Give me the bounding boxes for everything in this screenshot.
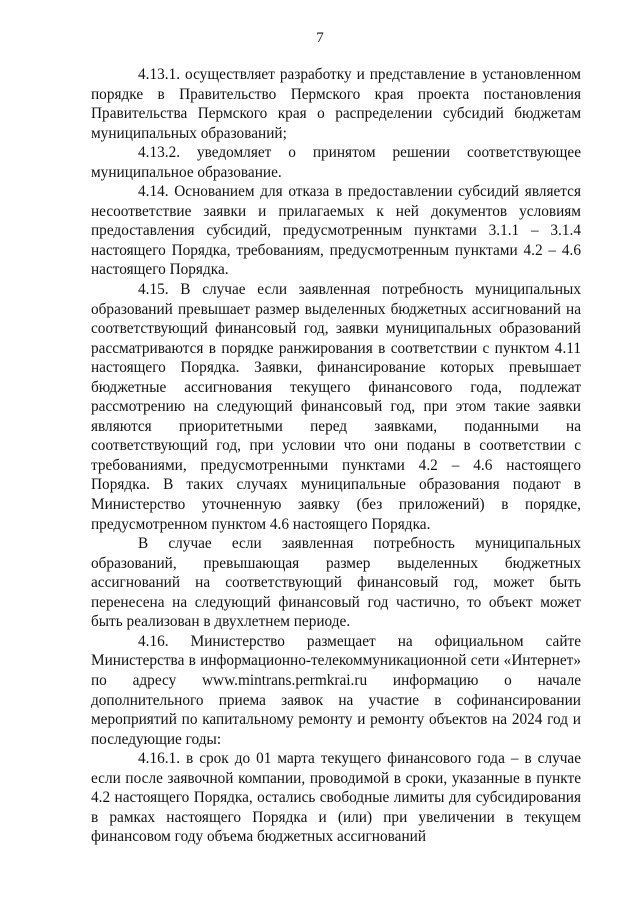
paragraph-4-16-1: 4.16.1. в срок до 01 марта текущего финансового года – в случае если после заявочной компании, проводимой в сроки, указанные в пункте 4.2 настоящего Порядка, остались свободные лимиты для субсидирования в рамках настоящего Порядка и (или) при увеличении в текущем финансовом году объема бюджетных ассигнований bbox=[91, 750, 581, 846]
paragraph-4-15: 4.15. В случае если заявленная потребность муниципальных образований превышает размер выделенных бюджетных ассигнований на соответствующий финансовый год, заявки муниципальных образований рассматриваются в порядке ранжирования в соответствии с пунктом 4.11 настоящего Порядка. Заявки, финансирование которых превышает бюджетные ассигнования текущего финансового года, подлежат рассмотрению на следующий финансовый год, при этом такие заявки являются приоритетными перед заявками, поданными на соответствующий год, при условии что они поданы в соответствии с требованиями, предусмотренными пунктами 4.2 – 4.6 настоящего Порядка. В таких случаях муниципальные образования подают в Министерство уточненную заявку (без приложений) в порядке, предусмотренном пунктом 4.6 настоящего Порядка. bbox=[91, 281, 581, 533]
paragraph-4-15-continuation: В случае если заявленная потребность муниципальных образований, превышающая размер выделенных бюджетных ассигнований на соответствующий финансовый год, может быть перенесена на следующий финансовый год частично, то объект может быть реализован в двухлетнем периоде. bbox=[91, 535, 581, 631]
paragraph-4-13-2: 4.13.2. уведомляет о принятом решении соответствующее муниципальное образование. bbox=[91, 144, 581, 181]
paragraph-4-16: 4.16. Министерство размещает на официальном сайте Министерства в информационно-телекоммуникационной сети «Интернет» по адресу www.mintrans.permkrai.ru информацию о начале дополнительного приема заявок на участие в софинансировании мероприятий по капитальному ремонту и ремонту объектов на 2024 год и последующие годы: bbox=[91, 632, 581, 748]
page-number: 7 bbox=[316, 30, 324, 46]
document-body bbox=[91, 65, 581, 847]
paragraph-4-13-1: 4.13.1. осуществляет разработку и представление в установленном порядке в Правительство Пермского края проекта постановления Правительства Пермского края о распределении субсидий бюджетам муниципальных образований; bbox=[91, 66, 581, 142]
paragraph-4-14: 4.14. Основанием для отказа в предоставлении субсидий является несоответствие заявки и прилагаемых к ней документов условиям предоставления субсидий, предусмотренным пунктами 3.1.1 – 3.1.4 настоящего Порядка, требованиям, предусмотренным пунктами 4.2 – 4.6 настоящего Порядка. bbox=[91, 183, 581, 279]
